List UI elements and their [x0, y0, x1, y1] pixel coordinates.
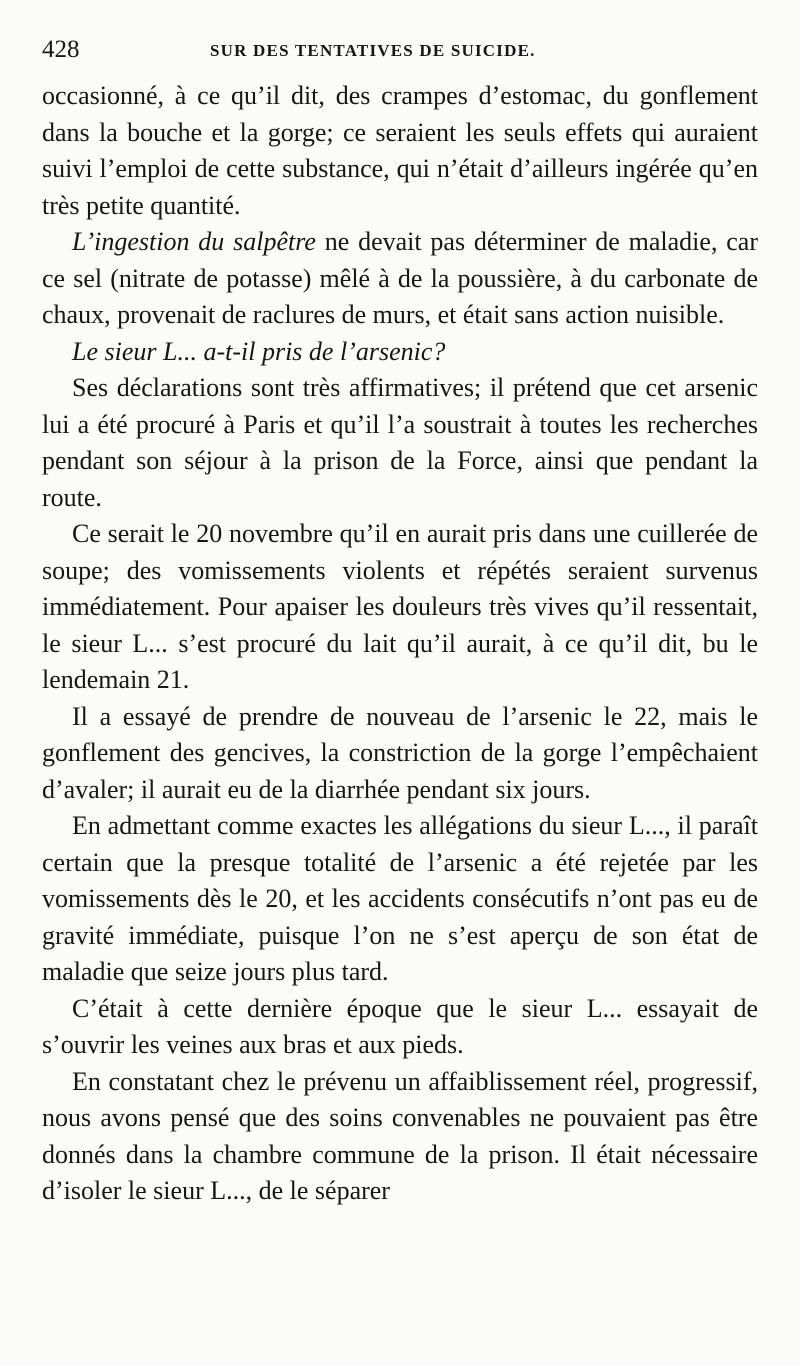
page-header [42, 36, 758, 70]
page-number: 428 [42, 36, 80, 63]
paragraph-2-italic-lead: L’ingestion du salpêtre [72, 227, 316, 256]
paragraph-2-text: ne devait pas déterminer de maladie, car ce sel (nitrate de potasse) mêlé à de la poussière, à du carbonate de chaux, provenait de raclures de murs, et était sans action nuisible. [42, 227, 758, 329]
paragraph-8: C’était à cette dernière époque que le sieur L... essayait de s’ouvrir les veines aux bras et aux pieds. [42, 993, 758, 1059]
paragraph-9: En constatant chez le prévenu un affaiblissement réel, progressif, nous avons pensé que des soins convenables ne pouvaient pas être donnés dans la chambre commune de la prison. Il était nécessaire d’isoler le sieur L..., de le séparer [42, 1066, 758, 1205]
paragraph-5: Ce serait le 20 novembre qu’il en aurait pris dans une cuillerée de soupe; des vomissements violents et répétés seraient survenus immédiatement. Pour apaiser les douleurs très vives qu’il ressentait, le sieur L... s’est procuré du lait qu’il aurait, à ce qu’il dit, bu le lendemain 21. [42, 519, 758, 694]
paragraph-7: En admettant comme exactes les allégations du sieur L..., il paraît certain que la presque totalité de l’arsenic a été rejetée par les vomissements dès le 20, et les accidents consécutifs n’ont pas eu de gravité immédiate, puisque l’on ne s’est aperçu de son état de maladie que seize jours plus tard. [42, 811, 758, 986]
paragraph-6: Il a essayé de prendre de nouveau de l’arsenic le 22, mais le gonflement des gencives, la constriction de la gorge l’empêchaient d’avaler; il aurait eu de la diarrhée pendant six jours. [42, 701, 758, 804]
section-question: Le sieur L... a-t-il pris de l’arsenic? [72, 336, 446, 366]
paragraph-4: Ses déclarations sont très affirmatives; il prétend que cet arsenic lui a été procuré à Paris et qu’il l’a soustrait à toutes les recherches pendant son séjour à la prison de la Force, ainsi que pendant la route. [42, 373, 758, 512]
running-title: SUR DES TENTATIVES DE SUICIDE. [210, 41, 536, 60]
body-text [42, 78, 758, 1210]
paragraph-1: occasionné, à ce qu’il dit, des crampes d’estomac, du gonflement dans la bouche et la gorge; ce seraient les seuls effets qui auraient suivi l’emploi de cette substance, qui n’était d’ailleurs ingérée qu’en très petite quantité. [42, 81, 758, 220]
paragraph-2 [42, 224, 758, 334]
